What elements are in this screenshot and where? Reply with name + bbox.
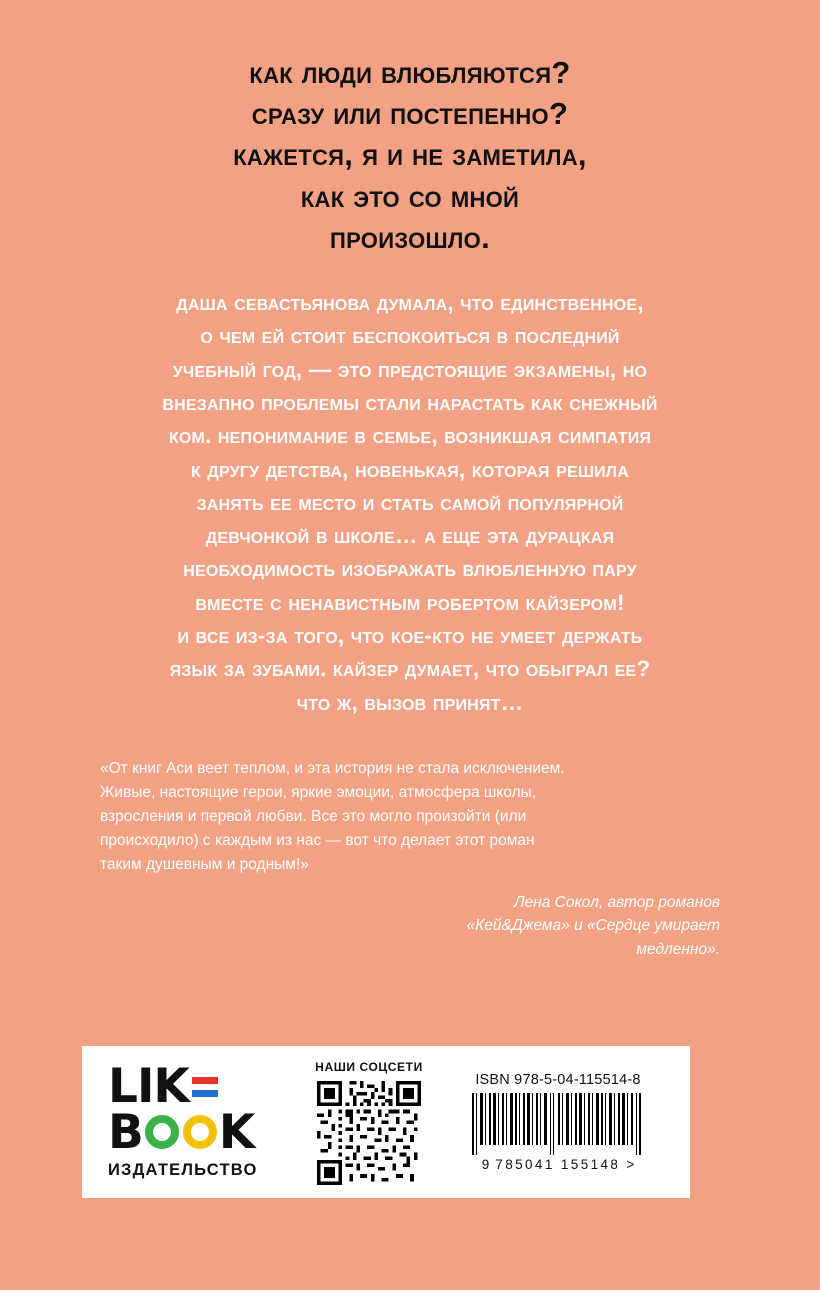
equals-icon [192,1077,218,1097]
blurb-line-9: необходимость изображать влюбленную пару [183,556,637,582]
review-attribution [100,891,720,961]
review-line-1: «От книг Аси веет теплом, и эта история не стала исключением. [100,759,565,777]
qr-label: НАШИ СОЦСЕТИ [315,1059,423,1074]
review-line-4: происходило) с каждым из нас — вот что делает этот роман [100,832,535,849]
barcode-main-digits: 785041 155148 [495,1157,621,1172]
circle-yellow-icon [183,1115,217,1149]
review-quote [100,757,720,877]
publisher-logo [82,1059,294,1179]
barcode-lead-digit: 9 [481,1157,490,1172]
isbn-text: ISBN 978-5-04-115514-8 [475,1072,641,1088]
review-line-5: таким душевным и родным!» [100,856,309,874]
blurb-line-10: вместе с ненавистным робертом кайзером! [195,589,625,615]
bottom-info-panel [82,1046,690,1198]
logo-line-top [108,1059,218,1115]
barcode-tail-mark: > [626,1157,635,1172]
logo-line-bottom [108,1104,255,1160]
review-attribution-line-3: медленно». [636,940,720,958]
blurb-line-3: учебный год, — это предстоящие экзамены, но [172,356,648,382]
qr-code-icon[interactable] [317,1081,421,1185]
blurb-line-6: к другу детства, новенькая, которая решила [190,456,629,482]
logo-text-lik: LIK [108,1059,189,1115]
blurb-line-13: что ж, вызов принят… [296,689,524,715]
review-attribution-line-2: «Кей&Джема» и «Сердце умирает [466,917,720,935]
blurb-line-5: ком. непонимание в семье, возникшая симпатия [168,423,652,449]
qr-code-block [294,1060,444,1185]
blurb-line-7: занять ее место и стать самой популярной [196,489,624,515]
blurb-line-12: язык за зубами. кайзер думает, что обыграл ее? [169,656,651,682]
review-attribution-line-1: Лена Сокол, автор романов [513,894,720,912]
headline-line-4: как это со мной [300,178,520,214]
headline-line-3: кажется, я и не заметила, [233,137,587,173]
barcode-icon [470,1093,646,1155]
blurb-line-8: девчонкой в школе… а еще эта дурацкая [205,523,615,549]
publisher-caption: ИЗДАТЕЛЬСТВО [108,1160,258,1179]
blurb-line-2: о чем ей стоит беспокоиться в последний [200,323,620,349]
logo-letter-k: K [218,1104,255,1160]
barcode-digits [482,1157,634,1172]
isbn-block [444,1072,690,1172]
logo-letter-b: B [108,1104,143,1160]
headline-line-5: произошло. [330,219,490,255]
review-line-2: Живые, настоящие герои, яркие эмоции, атмосфера школы, [100,783,537,801]
blurb-line-1: даша севастьянова думала, что единственное, [176,290,644,316]
review-line-3: взросления и первой любви. Все это могло произойти (или [100,807,527,825]
blurb-line-11: и все из-за того, что кое-кто не умеет держать [177,623,643,649]
headline [80,52,740,258]
circle-green-icon [145,1115,179,1149]
blurb-text [60,286,760,719]
headline-line-2: сразу или постепенно? [251,96,569,132]
blurb-line-4: внезапно проблемы стали нарастать как снежный [162,389,658,415]
headline-line-1: как люди влюбляются? [249,55,571,90]
